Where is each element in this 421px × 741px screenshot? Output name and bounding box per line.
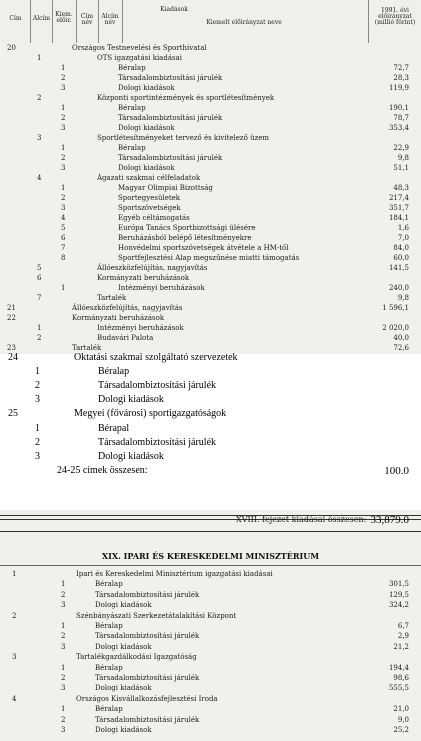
mid-row-item: Béralap xyxy=(98,366,130,377)
row-value: 240,0 xyxy=(388,284,409,292)
row-kiem: 3 xyxy=(61,84,66,92)
row-name: Honvédelmi sportszövetségek átvétele a HM-től xyxy=(118,244,289,252)
mid-row-number: 1 xyxy=(35,366,40,377)
row-kiem: 2 xyxy=(61,114,66,122)
row-kiem: 3 xyxy=(61,684,66,692)
row-value: 72,7 xyxy=(393,64,409,72)
header-kiem: Kiem. előir. xyxy=(55,11,73,24)
row-kiem: 3 xyxy=(61,124,66,132)
section-title: XIX. IPARI ÉS KERESKEDELMI MINISZTÉRIUM xyxy=(101,551,320,561)
header-alcim: Alcím xyxy=(32,15,51,22)
row-kiem: 5 xyxy=(61,224,66,232)
row-cim: 2 xyxy=(12,612,17,620)
mid-row-number: 25 xyxy=(8,408,18,419)
row-value: 1,6 xyxy=(397,224,409,232)
row-value: 78,7 xyxy=(393,114,409,122)
chapter-total-value: 33,879.0 xyxy=(370,514,409,526)
row-kiem: 1 xyxy=(61,144,66,152)
row-name: Dologi kiadások xyxy=(95,726,152,734)
row-value: 194,4 xyxy=(388,664,409,672)
row-name: Társadalombiztosítási járulék xyxy=(95,591,200,599)
row-value: 129,5 xyxy=(388,591,409,599)
row-kiem: 1 xyxy=(61,184,66,192)
row-name: Országos Testnevelési és Sporthivatal xyxy=(72,44,207,52)
sum-24-25-label: 24-25 címek összesen: xyxy=(57,465,148,476)
row-value: 60,0 xyxy=(393,254,409,262)
row-value: 21,0 xyxy=(393,705,409,713)
row-name: Béralap xyxy=(95,580,123,588)
row-name: Szénbányászati Szerkezetátalakítási Központ xyxy=(76,612,237,620)
row-name: Állóeszközfelújítás, nagyjavítás xyxy=(97,264,208,272)
row-value: 9,8 xyxy=(397,294,409,302)
header-cim-nev: Cím név xyxy=(80,13,94,26)
row-cim: 4 xyxy=(12,695,17,703)
row-value: 555,5 xyxy=(388,684,409,692)
row-value: 9,8 xyxy=(397,154,409,162)
row-value: 51,1 xyxy=(393,164,409,172)
mid-row-number: 24 xyxy=(8,352,18,363)
row-kiem: 6 xyxy=(61,234,66,242)
row-kiem: 3 xyxy=(61,164,66,172)
chapter-total-label: XVIII. fejezet kiadásai összesen: xyxy=(236,515,367,524)
sum-24-25-value: 100.0 xyxy=(384,465,409,477)
row-value: 72,6 xyxy=(393,344,409,352)
separator-line xyxy=(0,565,421,566)
row-alcim: 6 xyxy=(37,274,42,282)
row-value: 25,2 xyxy=(393,726,409,734)
row-name: Dologi kiadások xyxy=(95,601,152,609)
row-value: 2,9 xyxy=(397,632,409,640)
row-value: 21,2 xyxy=(393,643,409,651)
row-name: Országos Kisvállalkozásfejlesztési Iroda xyxy=(76,695,218,703)
row-kiem: 1 xyxy=(61,284,66,292)
row-value: 9,0 xyxy=(397,716,409,724)
row-kiem: 4 xyxy=(61,214,66,222)
row-name: Béralap xyxy=(118,64,146,72)
table-header xyxy=(0,0,421,44)
row-name: Társadalombiztosítási járulék xyxy=(118,74,223,82)
row-name: Sportszövetségek xyxy=(118,204,181,212)
row-kiem: 1 xyxy=(61,580,66,588)
row-cim: 22 xyxy=(7,314,16,322)
row-kiem: 2 xyxy=(61,74,66,82)
row-kiem: 2 xyxy=(61,591,66,599)
row-value: 190,1 xyxy=(388,104,409,112)
row-alcim: 5 xyxy=(37,264,42,272)
row-name: Intézményi beruházások xyxy=(97,324,184,332)
row-name: Tartalékgazdálkodási Igazgatóság xyxy=(76,653,197,661)
row-name: Állóeszközfelújítás, nagyjavítás xyxy=(72,304,183,312)
row-name: Béralap xyxy=(118,144,146,152)
header-evi: 1991. évi előirányzat (millió forint) xyxy=(374,7,416,26)
row-name: Egyéb céltámogatás xyxy=(118,214,190,222)
row-name: Kormányzati beruházások xyxy=(72,314,165,322)
row-value: 184,1 xyxy=(388,214,409,222)
mid-row-title: Megyei (fővárosi) sportigazgatóságok xyxy=(74,408,227,419)
row-cim: 21 xyxy=(7,304,16,312)
row-cim: 3 xyxy=(12,653,17,661)
header-divider xyxy=(122,0,123,43)
row-name: Béralap xyxy=(95,664,123,672)
mid-row-title: Oktatási szakmai szolgáltató szervezetek xyxy=(74,352,238,363)
header-alcim-nev: Alcím név xyxy=(101,13,119,26)
mid-row-number: 2 xyxy=(35,437,40,448)
row-name: Béralap xyxy=(95,705,123,713)
row-value: 22,9 xyxy=(393,144,409,152)
row-value: 98,6 xyxy=(393,674,409,682)
mid-row-item: Dologi kiadások xyxy=(98,394,164,405)
row-name: Társadalombiztosítási járulék xyxy=(118,154,223,162)
row-value: 324,2 xyxy=(388,601,409,609)
row-kiem: 3 xyxy=(61,601,66,609)
row-kiem: 1 xyxy=(61,622,66,630)
row-kiem: 2 xyxy=(61,674,66,682)
mid-row-item: Társadalombiztosítási járulék xyxy=(98,437,217,448)
mid-row-number: 1 xyxy=(35,423,40,434)
mid-row-number: 2 xyxy=(35,380,40,391)
row-value: 353,4 xyxy=(388,124,409,132)
row-name: Sportlétesítményeket tervező és kivitelező üzem xyxy=(97,134,270,142)
row-value: 28,3 xyxy=(393,74,409,82)
row-alcim: 2 xyxy=(37,334,42,342)
row-name: Dologi kiadások xyxy=(95,643,152,651)
row-value: 1 596,1 xyxy=(382,304,409,312)
row-value: 351,7 xyxy=(388,204,409,212)
row-name: Béralap xyxy=(95,622,123,630)
row-value: 48,3 xyxy=(393,184,409,192)
row-name: OTS igazgatási kiadásai xyxy=(97,54,183,62)
header-kiemelt: Kiemelt előirányzat neve xyxy=(206,19,282,26)
row-name: Kormányzati beruházások xyxy=(97,274,190,282)
row-name: Intézményi beruházások xyxy=(118,284,205,292)
row-value: 7,0 xyxy=(397,234,409,242)
mid-row-item: Bérapal xyxy=(98,423,130,434)
mid-row-number: 3 xyxy=(35,451,40,462)
row-name: Dologi kiadások xyxy=(118,124,175,132)
mid-row-item: Társadalombiztosítási járulék xyxy=(98,380,217,391)
row-name: Társadalombiztosítási járulék xyxy=(118,114,223,122)
header-kiadasok: Kiadások xyxy=(160,6,188,13)
row-name: Ágazati szakmai célfeladatok xyxy=(97,174,201,182)
row-alcim: 3 xyxy=(37,134,42,142)
row-cim: 1 xyxy=(12,570,17,578)
row-name: Központi sportintézmények és sportlétesítmények xyxy=(97,94,275,102)
header-cim: Cím xyxy=(9,15,22,22)
row-value: 84,0 xyxy=(393,244,409,252)
row-value: 119,9 xyxy=(388,84,409,92)
row-alcim: 7 xyxy=(37,294,42,302)
row-kiem: 1 xyxy=(61,64,66,72)
row-name: Dologi kiadások xyxy=(95,684,152,692)
row-alcim: 1 xyxy=(37,324,42,332)
row-name: Beruházásból belépő létesítményekre xyxy=(118,234,252,242)
row-value: 6,7 xyxy=(397,622,409,630)
row-value: 217,4 xyxy=(388,194,409,202)
row-value: 2 020,0 xyxy=(382,324,409,332)
row-name: Társadalombiztosítási járulék xyxy=(95,632,200,640)
row-kiem: 1 xyxy=(61,664,66,672)
row-name: Dologi kiadások xyxy=(118,164,175,172)
row-value: 301,5 xyxy=(388,580,409,588)
mid-row-item: Dologi kiadások xyxy=(98,451,164,462)
row-value: 141,5 xyxy=(388,264,409,272)
row-name: Társadalombiztosítási járulék xyxy=(95,674,200,682)
row-kiem: 1 xyxy=(61,104,66,112)
row-alcim: 2 xyxy=(37,94,42,102)
row-name: Magyar Olimpiai Bizottság xyxy=(118,184,213,192)
row-name: Dologi kiadások xyxy=(118,84,175,92)
row-name: Társadalombiztosítási járulék xyxy=(95,716,200,724)
row-cim: 20 xyxy=(7,44,16,52)
row-name: Béralap xyxy=(118,104,146,112)
row-name: Tartalék xyxy=(97,294,127,302)
row-name: Tartalék xyxy=(72,344,102,352)
row-value: 40,0 xyxy=(393,334,409,342)
row-kiem: 7 xyxy=(61,244,66,252)
separator-line xyxy=(0,531,421,532)
row-name: Sportfejlesztési Alap megszűnése miatti támogatás xyxy=(118,254,300,262)
row-kiem: 3 xyxy=(61,204,66,212)
row-kiem: 2 xyxy=(61,716,66,724)
row-kiem: 2 xyxy=(61,632,66,640)
row-kiem: 3 xyxy=(61,726,66,734)
row-name: Ipari és Kereskedelmi Minisztérium igazgatási kiadásai xyxy=(76,570,273,578)
row-name: Budavári Palota xyxy=(97,334,154,342)
row-alcim: 4 xyxy=(37,174,42,182)
row-alcim: 1 xyxy=(37,54,42,62)
row-kiem: 2 xyxy=(61,194,66,202)
row-name: Európa Tanács Sportbizottsági ülésére xyxy=(118,224,256,232)
row-kiem: 3 xyxy=(61,643,66,651)
header-divider xyxy=(368,0,369,43)
row-kiem: 2 xyxy=(61,154,66,162)
row-cim: 23 xyxy=(7,344,16,352)
mid-row-number: 3 xyxy=(35,394,40,405)
row-kiem: 8 xyxy=(61,254,66,262)
row-kiem: 1 xyxy=(61,705,66,713)
row-name: Sportegyesületek xyxy=(118,194,181,202)
